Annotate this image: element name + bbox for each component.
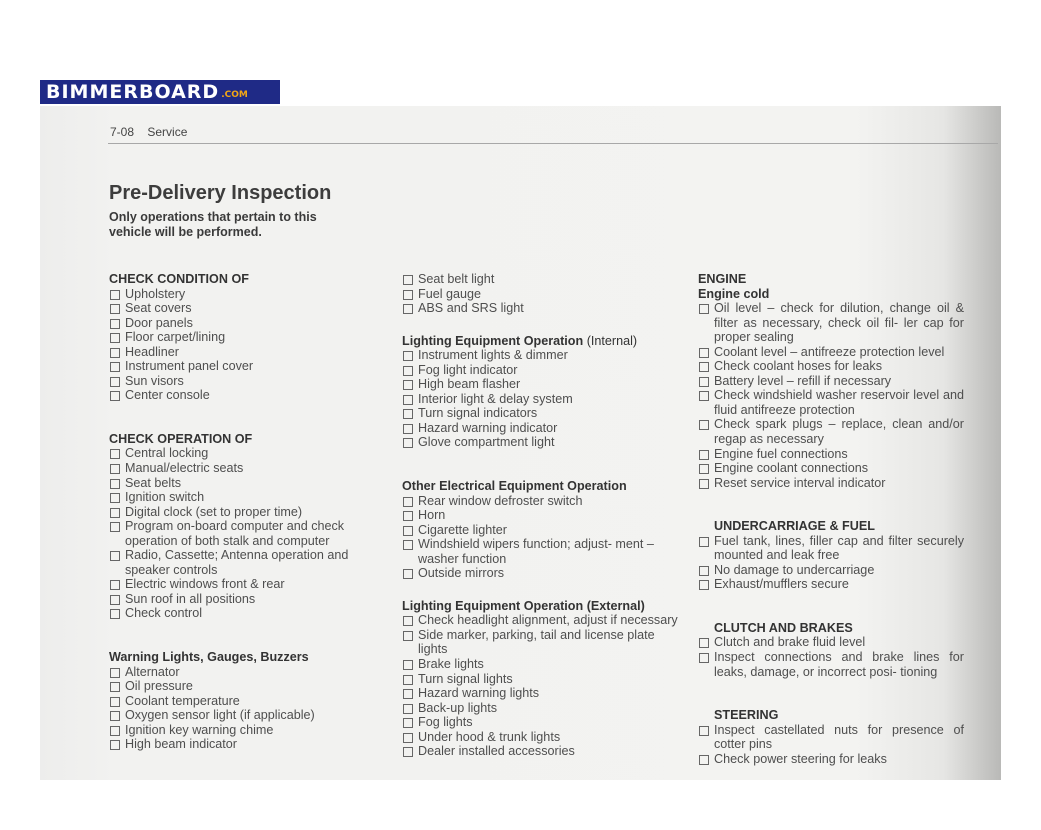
checklist-item [109,316,379,331]
checklist-item-text: Digital clock (set to proper time) [125,504,303,519]
checklist-undercarriage [698,534,964,592]
checkbox-icon [110,391,120,401]
checklist-item-text: Check power steering for leaks [714,751,887,766]
checklist-item-text: Check control [125,606,202,621]
checkbox-icon [110,711,120,721]
section-heading-lighting-internal [402,334,687,349]
checklist-item-text: Floor carpet/lining [125,330,226,345]
checklist-check-condition [109,287,379,403]
checklist-item [402,287,687,302]
checklist-item [109,388,379,403]
checklist-item-text: Electric windows front & rear [125,577,285,592]
checklist-warning-lights [109,665,379,752]
checkbox-icon [403,540,413,550]
checklist-item [698,534,964,563]
checklist-item [698,447,964,462]
checklist-item [698,388,964,417]
checkbox-icon [699,464,709,474]
checkbox-icon [403,660,413,670]
checkbox-icon [699,580,709,590]
checklist-item-text: Fog lights [418,715,473,730]
checklist-item-text: Seat belts [125,475,182,490]
checklist-item-text: Instrument panel cover [125,359,254,374]
checklist-item-text: Dealer installed accessories [418,744,575,759]
checklist-item [698,635,964,650]
checkbox-icon [110,304,120,314]
checklist-clutch-brakes [698,635,964,679]
checklist-item-text: Inspect castellated nuts for presence of cotter pins [714,722,964,752]
checkbox-icon [403,380,413,390]
checklist-check-operation [109,446,379,621]
header-divider [108,143,998,144]
heading-bold-part: Lighting Equipment Operation [402,333,584,348]
checkbox-icon [110,493,120,503]
checklist-item [402,657,687,672]
manual-page [40,106,1001,780]
checklist-item [402,744,687,759]
checklist-lighting-external [402,613,687,758]
checklist-item-text: Cigarette lighter [418,522,507,537]
checklist-item [109,519,379,548]
checklist-item [402,672,687,687]
checkbox-icon [110,377,120,387]
checklist-item-text: Back-up lights [418,700,498,715]
checklist-item [402,537,687,566]
checklist-item [109,461,379,476]
checklist-item [698,577,964,592]
checklist-item [109,359,379,374]
checklist-item-text: Fog light indicator [418,362,518,377]
checkbox-icon [110,333,120,343]
checklist-item [109,723,379,738]
checklist-item-text: Oxygen sensor light (if applicable) [125,708,315,723]
checklist-item [698,476,964,491]
checklist-item-text: Instrument lights & dimmer [418,348,568,363]
checklist-item [402,272,687,287]
checklist-item [698,461,964,476]
page-number: 7-08 [110,125,135,139]
checklist-item [402,435,687,450]
column-right [698,272,964,766]
checklist-item-text: Reset service interval indicator [714,475,886,490]
checklist-item-text: Seat covers [125,301,192,316]
checklist-item [402,686,687,701]
checkbox-icon [110,697,120,707]
checklist-item-text: High beam indicator [125,737,238,752]
checklist-item-text: Side marker, parking, tail and license plate lights [418,627,655,657]
checkbox-icon [110,348,120,358]
checklist-item-text: Outside mirrors [418,566,505,581]
checkbox-icon [403,718,413,728]
checkbox-icon [403,497,413,507]
checklist-item-text: Clutch and brake fluid level [714,635,866,650]
section-heading-check-operation: CHECK OPERATION OF [109,431,253,446]
checklist-item-text: Oil pressure [125,679,193,694]
checklist-item-text: Battery level – refill if necessary [714,373,892,388]
checklist-item-text: Hazard warning lights [418,686,540,701]
checklist-item [402,508,687,523]
checklist-item-text: Horn [418,508,446,523]
checklist-item-text: Program on-board computer and check operation of both stalk and computer [125,519,345,548]
heading-normal-part: (Internal) [583,333,638,348]
checkbox-icon [403,704,413,714]
checklist-item-text: Seat belt light [418,272,495,286]
checklist-engine [698,301,964,490]
checklist-item-text: Ignition key warning chime [125,722,274,737]
checklist-item [109,737,379,752]
checklist-item-text: High beam flasher [418,377,521,392]
checkbox-icon [403,733,413,743]
checkbox-icon [699,391,709,401]
checkbox-icon [403,511,413,521]
checklist-item-text: Engine fuel connections [714,446,848,461]
checkbox-icon [403,275,413,285]
checklist-lighting-internal [402,348,687,450]
checklist-item [402,421,687,436]
logo-wordmark: BIMMERBOARD [46,81,220,103]
checklist-item [109,679,379,694]
checklist-item [402,566,687,581]
checkbox-icon [110,580,120,590]
checklist-item [698,345,964,360]
checkbox-icon [110,740,120,750]
checklist-item [109,694,379,709]
subheading-engine-cold: Engine cold [698,286,770,301]
checkbox-icon [699,537,709,547]
checkbox-icon [403,616,413,626]
checkbox-icon [110,668,120,678]
page-header [110,125,187,139]
checkbox-icon [699,377,709,387]
checkbox-icon [403,290,413,300]
checkbox-icon [699,566,709,576]
checklist-item-text: No damage to undercarriage [714,562,875,577]
checkbox-icon [403,747,413,757]
checklist-item-text: Upholstery [125,286,186,301]
checklist-item [109,476,379,491]
checklist-item [109,708,379,723]
checklist-item-text: Hazard warning indicator [418,420,558,435]
section-heading-check-condition: CHECK CONDITION OF [109,272,249,286]
checklist-item [109,577,379,592]
checklist-item-text: Check windshield washer reservoir level and fluid antifreeze protection [714,388,964,417]
checkbox-icon [110,522,120,532]
checkbox-icon [110,682,120,692]
checklist-item-text: Coolant temperature [125,693,240,708]
checklist-item [402,363,687,378]
checklist-item-text: Central locking [125,446,209,461]
section-heading-warning-lights: Warning Lights, Gauges, Buzzers [109,650,309,665]
checkbox-icon [699,304,709,314]
checklist-item-text: Center console [125,388,210,403]
checkbox-icon [403,438,413,448]
checkbox-icon [699,653,709,663]
checkbox-icon [403,569,413,579]
checklist-item-text: Engine coolant connections [714,461,869,476]
checklist-item [402,377,687,392]
checklist-item [698,650,964,679]
checkbox-icon [699,479,709,489]
checklist-item [402,406,687,421]
checklist-steering [698,723,964,767]
checkbox-icon [403,351,413,361]
checkbox-icon [110,449,120,459]
checklist-item-text: Fuel gauge [418,286,482,301]
section-heading-engine: ENGINE [698,272,747,286]
checkbox-icon [403,424,413,434]
checklist-item-text: Check headlight alignment, adjust if necessary [418,613,678,628]
checklist-item [109,374,379,389]
section-heading-undercarriage: UNDERCARRIAGE & FUEL [714,519,875,534]
checkbox-icon [110,551,120,561]
section-heading-steering: STEERING [714,708,779,723]
checkbox-icon [403,304,413,314]
checklist-item [698,417,964,446]
checklist-item [402,523,687,538]
checkbox-icon [699,726,709,736]
checklist-item-text: Headliner [125,344,179,359]
checklist-item-text: Exhaust/mufflers secure [714,577,849,592]
checkbox-icon [699,420,709,430]
checklist-item-text: Ignition switch [125,490,205,505]
page-title: Pre-Delivery Inspection [109,182,332,204]
checkbox-icon [403,526,413,536]
checklist-item [698,374,964,389]
checkbox-icon [403,689,413,699]
checklist-item [109,490,379,505]
checklist-item-text: Manual/electric seats [125,461,244,476]
checklist-item-text: Glove compartment light [418,435,555,450]
checklist-item [402,701,687,716]
checklist-item-text: ABS and SRS light [418,301,524,316]
checkbox-icon [110,362,120,372]
checklist-item-text: Inspect connections and brake lines for leaks, damage, or incorrect posi- tioning [714,650,964,679]
checkbox-icon [110,508,120,518]
site-logo [40,80,280,104]
checklist-item [698,563,964,578]
checklist-item-text: Rear window defroster switch [418,493,583,508]
checkbox-icon [403,409,413,419]
checkbox-icon [403,366,413,376]
checkbox-icon [403,631,413,641]
checkbox-icon [403,675,413,685]
checklist-item [402,715,687,730]
checklist-item [402,348,687,363]
checklist-item-text: Sun roof in all positions [125,591,256,606]
checklist-item-text: Under hood & trunk lights [418,729,561,744]
checklist-item [698,752,964,767]
checklist-item [109,301,379,316]
checklist-item [402,392,687,407]
checklist-item-text: Turn signal indicators [418,406,538,421]
checklist-item-text: Door panels [125,315,193,330]
checklist-item [109,606,379,621]
checklist-warning-lights-cont [402,272,687,316]
checklist-item-text: Fuel tank, lines, filler cap and filter securely mounted and leak free [714,533,964,563]
section-name: Service [147,125,188,139]
checklist-item-text: Turn signal lights [418,671,513,686]
checklist-item-text: Coolant level – antifreeze protection level [714,344,945,359]
checklist-item [109,665,379,680]
checkbox-icon [110,595,120,605]
checkbox-icon [699,638,709,648]
checkbox-icon [110,319,120,329]
section-heading-other-electrical: Other Electrical Equipment Operation [402,479,627,494]
checklist-item-text: Windshield wipers function; adjust- ment – washer function [418,537,654,566]
checklist-item [109,505,379,520]
checkbox-icon [699,755,709,765]
checklist-item-text: Alternator [125,664,180,679]
checklist-item [402,628,687,657]
checkbox-icon [110,464,120,474]
section-heading-lighting-external: Lighting Equipment Operation (External) [402,598,645,613]
checklist-item-text: Oil level – check for dilution, change oil & filter as necessary, check oil fil- ler cap for proper sealing [714,301,964,345]
checklist-item [402,613,687,628]
checklist-item [109,446,379,461]
checkbox-icon [403,395,413,405]
logo-suffix: .COM [221,90,248,100]
checklist-other-electrical [402,494,687,581]
checklist-item-text: Check coolant hoses for leaks [714,359,883,374]
checklist-item-text: Interior light & delay system [418,391,573,406]
checklist-item [698,359,964,374]
checklist-item-text: Brake lights [418,657,484,672]
page-subtitle: Only operations that pertain to this vehicle will be performed. [109,210,317,239]
checklist-item [698,723,964,752]
checklist-item [402,301,687,316]
checkbox-icon [110,479,120,489]
checkbox-icon [699,450,709,460]
checklist-item [698,301,964,345]
column-left [109,272,379,752]
checklist-item [402,494,687,509]
checklist-item [109,330,379,345]
section-heading-clutch-brakes: CLUTCH AND BRAKES [714,620,853,635]
checklist-item-text: Sun visors [125,373,184,388]
checkbox-icon [110,290,120,300]
checkbox-icon [110,609,120,619]
checkbox-icon [699,348,709,358]
column-middle [402,272,687,759]
checklist-item [109,287,379,302]
checklist-item-text: Radio, Cassette; Antenna operation and speaker controls [125,548,349,577]
checklist-item [109,592,379,607]
checklist-item [109,548,379,577]
checklist-item [402,730,687,745]
checkbox-icon [699,362,709,372]
checklist-item-text: Check spark plugs – replace, clean and/or regap as necessary [714,417,964,447]
checkbox-icon [110,726,120,736]
checklist-item [109,345,379,360]
